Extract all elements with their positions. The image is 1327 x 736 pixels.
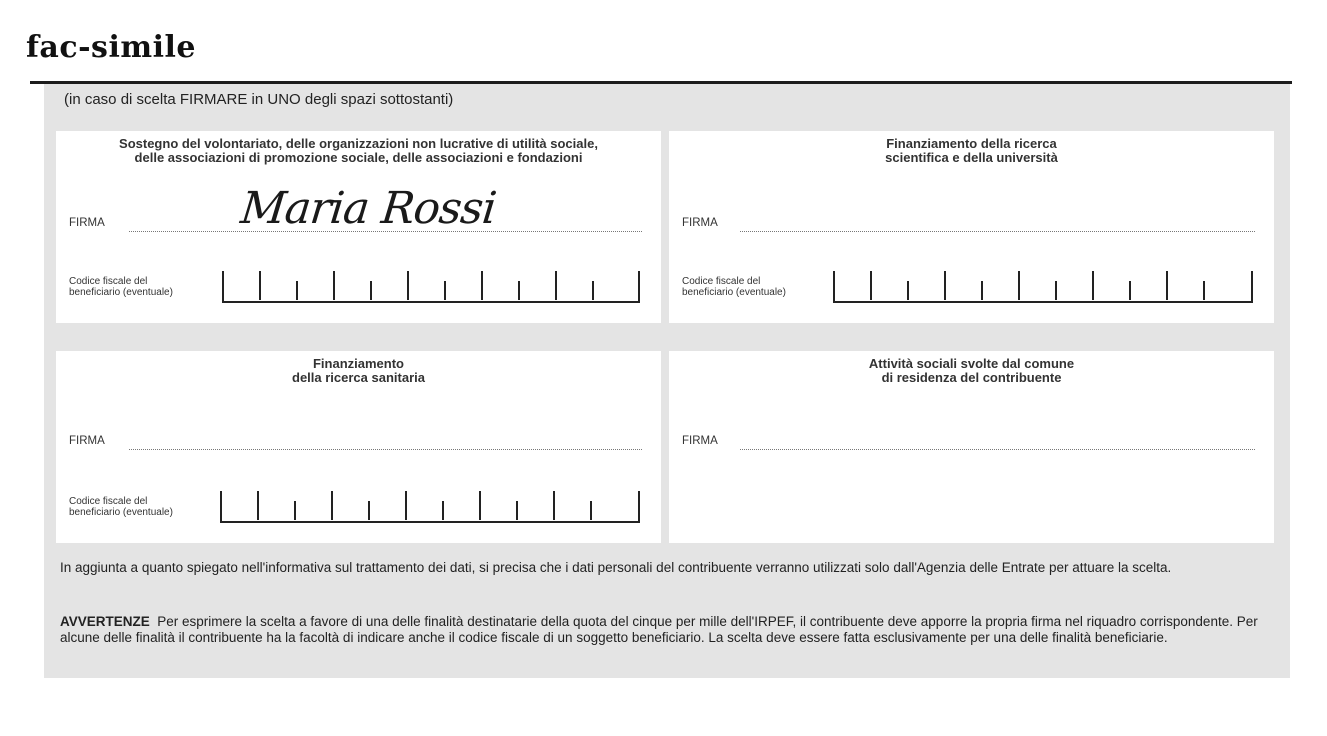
firma-label: FIRMA	[682, 435, 718, 447]
box-ricerca-sanitaria	[56, 351, 661, 543]
box-heading	[56, 137, 661, 165]
firma-label: FIRMA	[682, 217, 718, 229]
codice-fiscale-label	[69, 276, 173, 298]
cf-label-line-2: beneficiario (eventuale)	[69, 507, 173, 518]
warning-text: Per esprimere la scelta a favore di una delle finalità destinatarie della quota del cinque per mille dell'IRPEF, il contribuente deve apporre la propria firma nel riquadro corrispondente. Per alcune delle finalità il contribuente ha la facoltà di indicare anche il codice fiscale di un soggetto beneficiario. La scelta deve essere fatta esclusivamente per una delle finalità beneficiarie.	[60, 614, 1258, 645]
firma-label: FIRMA	[69, 435, 105, 447]
box-volontariato	[56, 131, 661, 323]
codice-fiscale-label	[682, 276, 786, 298]
firma-label: FIRMA	[69, 217, 105, 229]
heading-line-1: Attività sociali svolte dal comune	[868, 356, 1075, 371]
privacy-note: In aggiunta a quanto spiegato nell'informativa sul trattamento dei dati, si precisa che i dati personali del contribuente verranno utilizzati solo dall'Agenzia delle Entrate per attuare la scelta.	[60, 560, 1172, 575]
cf-label-line-2: beneficiario (eventuale)	[682, 287, 786, 298]
box-ricerca-scientifica	[669, 131, 1274, 323]
heading-line-2: di residenza del contribuente	[881, 370, 1062, 385]
warning-label: AVVERTENZE	[60, 614, 150, 629]
cf-label-line-1: Codice fiscale del	[69, 496, 148, 507]
instruction-text: (in caso di scelta FIRMARE in UNO degli spazi sottostanti)	[64, 91, 454, 108]
cf-label-line-2: beneficiario (eventuale)	[69, 287, 173, 298]
codice-fiscale-label	[69, 496, 173, 518]
box-heading	[56, 357, 661, 385]
heading-line-1: Finanziamento	[312, 356, 404, 371]
heading-line-2: delle associazioni di promozione sociale, delle associazioni e fondazioni	[134, 150, 583, 165]
codice-fiscale-input[interactable]	[220, 491, 640, 523]
warning-note	[60, 614, 1274, 646]
firma-signature-line[interactable]	[740, 231, 1255, 232]
heading-line-2: della ricerca sanitaria	[292, 370, 425, 385]
heading-line-2: scientifica e della università	[885, 150, 1058, 165]
codice-fiscale-input[interactable]	[833, 271, 1253, 303]
handwritten-signature: Maria Rossi	[238, 183, 499, 234]
box-attivita-sociali-comune	[669, 351, 1274, 543]
codice-fiscale-input[interactable]	[222, 271, 640, 303]
firma-signature-line[interactable]	[740, 449, 1255, 450]
document-title: fac-simile	[26, 30, 196, 65]
cf-label-line-1: Codice fiscale del	[682, 276, 761, 287]
heading-line-1: Sostegno del volontariato, delle organizzazioni non lucrative di utilità sociale,	[119, 136, 598, 151]
heading-line-1: Finanziamento della ricerca	[886, 136, 1057, 151]
box-heading	[669, 357, 1274, 385]
box-heading	[669, 137, 1274, 165]
firma-signature-line[interactable]	[129, 449, 642, 450]
cf-label-line-1: Codice fiscale del	[69, 276, 148, 287]
form-panel	[44, 84, 1290, 678]
